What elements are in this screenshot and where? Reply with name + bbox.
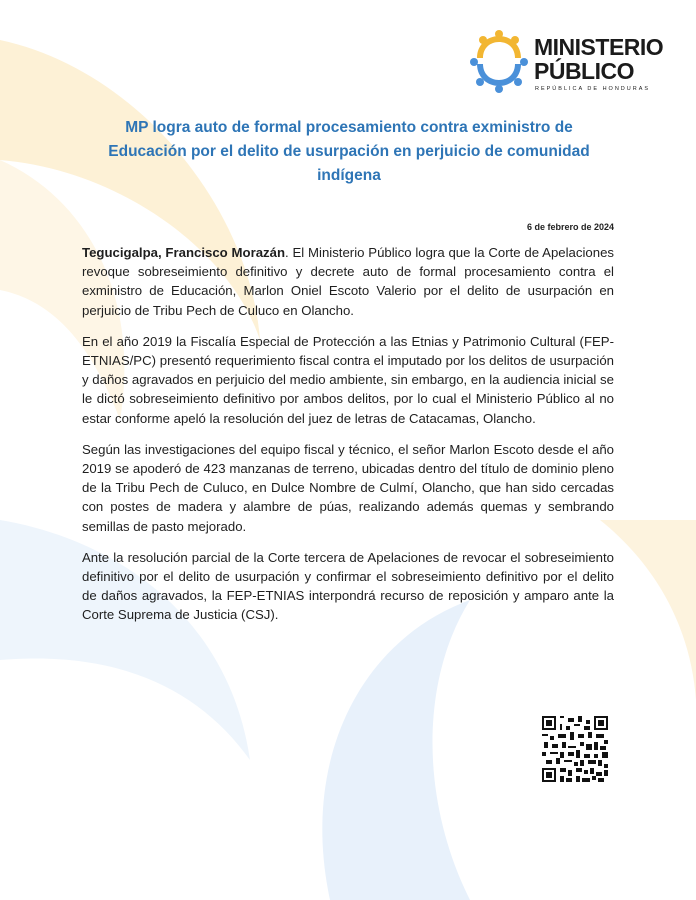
paragraph-1-text: . El Ministerio Público logra que la Corte de Apelaciones revoque sobreseimiento definitivo y decrete auto de formal procesamiento contra el exministro de Educación, Marlon Oniel Escoto Valerio por el delito de usurpación en perjuicio de Tribu Pech de Culuco en Olancho. bbox=[82, 245, 614, 318]
paragraph-4: Ante la resolución parcial de la Corte tercera de Apelaciones de revocar el sobreseimiento definitivo por el delito de usurpación y confirmar el sobreseimiento definitivo por el delito de daños agravados, la FEP-ETNIAS interpondrá recurso de reposición y amparo ante la Corte Suprema de Justicia (CSJ). bbox=[82, 549, 614, 623]
paragraph-2: En el año 2019 la Fiscalía Especial de Protección a las Etnias y Patrimonio Cultural (FEP-ETNIAS/PC) presentó requerimiento fiscal contra el imputado por los delitos de usurpación y daños agravados en perjuicio del medio ambiente, sin embargo, en la audiencia inicial se le dictó sobreseimiento definitivo por ambos delitos, por lo cual el Ministerio Público al no estar conforme apeló la resolución del juez de letras de Catacamas, Olancho. bbox=[82, 333, 614, 426]
paragraph-3: Según las investigaciones del equipo fiscal y técnico, el señor Marlon Escoto desde el año 2019 se apoderó de 423 manzanas de terreno, ubicadas dentro del título de dominio pleno de la Tribu Pech de Culuco, en Dulce Nombre de Culmí, Olancho, que han sido cercadas con postes de madera y alambre de púas, realizando además quemas y sembrando semillas de pasto mejorado. bbox=[82, 441, 614, 534]
ministerio-publico-logo bbox=[468, 28, 678, 98]
publication-date: 6 de febrero de 2024 bbox=[526, 222, 614, 232]
article-body bbox=[82, 243, 614, 637]
qr-code-icon[interactable] bbox=[542, 716, 608, 782]
paragraph-1 bbox=[82, 243, 614, 320]
dateline: Tegucigalpa, Francisco Morazán bbox=[82, 245, 286, 260]
logo-subtitle: REPÚBLICA DE HONDURAS bbox=[535, 86, 651, 92]
logo-emblem-icon bbox=[468, 28, 530, 94]
logo-title-line2: PÚBLICO bbox=[534, 58, 634, 84]
logo-title-line1: MINISTERIO bbox=[534, 34, 664, 60]
headline: MP logra auto de formal procesamiento contra exministro de Educación por el delito de usurpación en perjuicio de comunidad indígena bbox=[108, 119, 590, 184]
